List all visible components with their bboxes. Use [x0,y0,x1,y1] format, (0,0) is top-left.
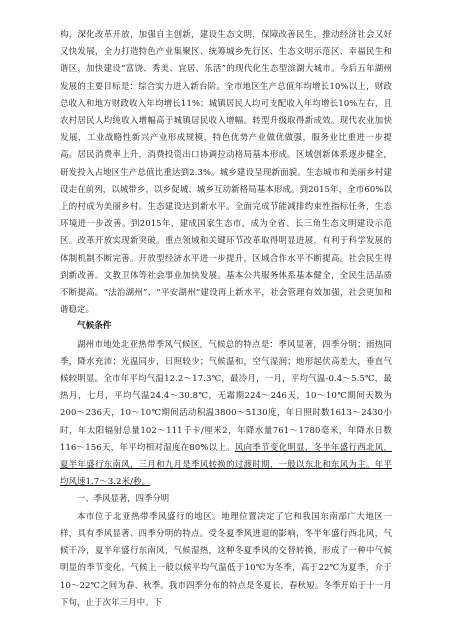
climate-wind-text: 风向季节变化明显，冬半年盛行西北风，夏半年盛行东南风，三月和九月是季风转换的过渡时期，一般以东北和东风为主。年平均风速1.7～3.2米/秒。 [60,441,392,487]
section-heading-climate: 气候条件 [77,321,112,332]
paragraph-monsoon-seasons: 本市位于北亚热带季风盛行的地区。地理位置决定了它和我国东南部广大地区一样，具有季风显著、四季分明的特点。受冬夏季风进退的影响，冬半年盛行西北风，气候干冷，夏半年盛行东南风，气候湿热，这种冬夏季风的交替转换，形成了一种中气候明显的季节变化。气候上一般以候平均气温低于10℃为冬季，高于22℃为夏季，介于10～22℃之间为春、秋季。我市四季分布的特点是冬夏长，春秋短。冬季开始于十一月下旬，止于次年三月中。下 [60,510,392,607]
document-body [60,26,392,611]
paragraph-climate-overview [60,336,392,491]
climate-overview-text: 湖州市地处北亚热带季风气候区，气候总的特点是：季风显著，四季分明；雨热同季，降水充沛；光温同步，日照较少；气候温和，空气湿润；地形起伏高差大，垂直气候较明显。全市年平均气温12.2～17.3℃，最冷月，一月，平均气温-0.4～5.5℃，最热月，七月，平均气温24.4～30.8℃，无霜期224～246天，10～10℃期间天数为200～236天，10～10℃期间活动积温3800～5130度，年日照时数1613～2430小时，年太阳辐射总量102～111千卡/厘米2，年降水量761～1780毫米，年降水日数116～156天，年平均相对湿度在80%以上。 [60,338,392,452]
paragraph-development-goals: 构，深化改革开放，加强自主创新，建设生态文明，保障改善民生，推动经济社会又好又快发展，全力打造特色产业集聚区、统筹城乡先行区、生态文明示范区、幸福民生和谐区，加快建设“富饶、秀美、宜居、乐活”的现代化生态型滨湖大城市。今后五年湖州发展的主要目标是：综合实力进入新台阶。全市地区生产总值年均增长10%以上，财政总收入和地方财政收入年均增长11%；城镇居民人均可支配收入年均增长10%左右，且农村居民人均纯收入增幅高于城镇居民收入增幅。转型升级取得新成效。现代农业加快发展，工业战略性新兴产业形成规模，特色优势产业做优做强，服务业比重进一步提高。居民消费率上升，消费投资出口协调拉动格局基本形成。区域创新体系逐步健全，研发投入占地区生产总值比重达到2.3%。城乡建设呈现新面貌。生态城市和美丽乡村建设走在前列，以城带乡，以乡促城、城乡互动新格局基本形成。到2015年，全市60%以上的村成为美丽乡村。生态建设达到新水平。全面完成节能减排约束性指标任务，生态环境进一步改善。到2015年，建成国家生态市，成为全省、长三角生态文明建设示范区。改革开放实现新突破。重点领域和关键环节改革取得明显进展，有利于科学发展的体制机制不断完善。开放型经济水平进一步提升，区域合作水平不断提高。社会民生得到新改善。文教卫体等社会事业加快发展。基本公共服务体系基本健全，全民生活品质不断提高。“法治湖州”、“平安湖州”建设再上新水平，社会管理有效加强，社会更加和谐稳定。 [60,29,392,315]
subheading-monsoon-seasons: 一、季风显著，四季分明 [77,493,170,504]
